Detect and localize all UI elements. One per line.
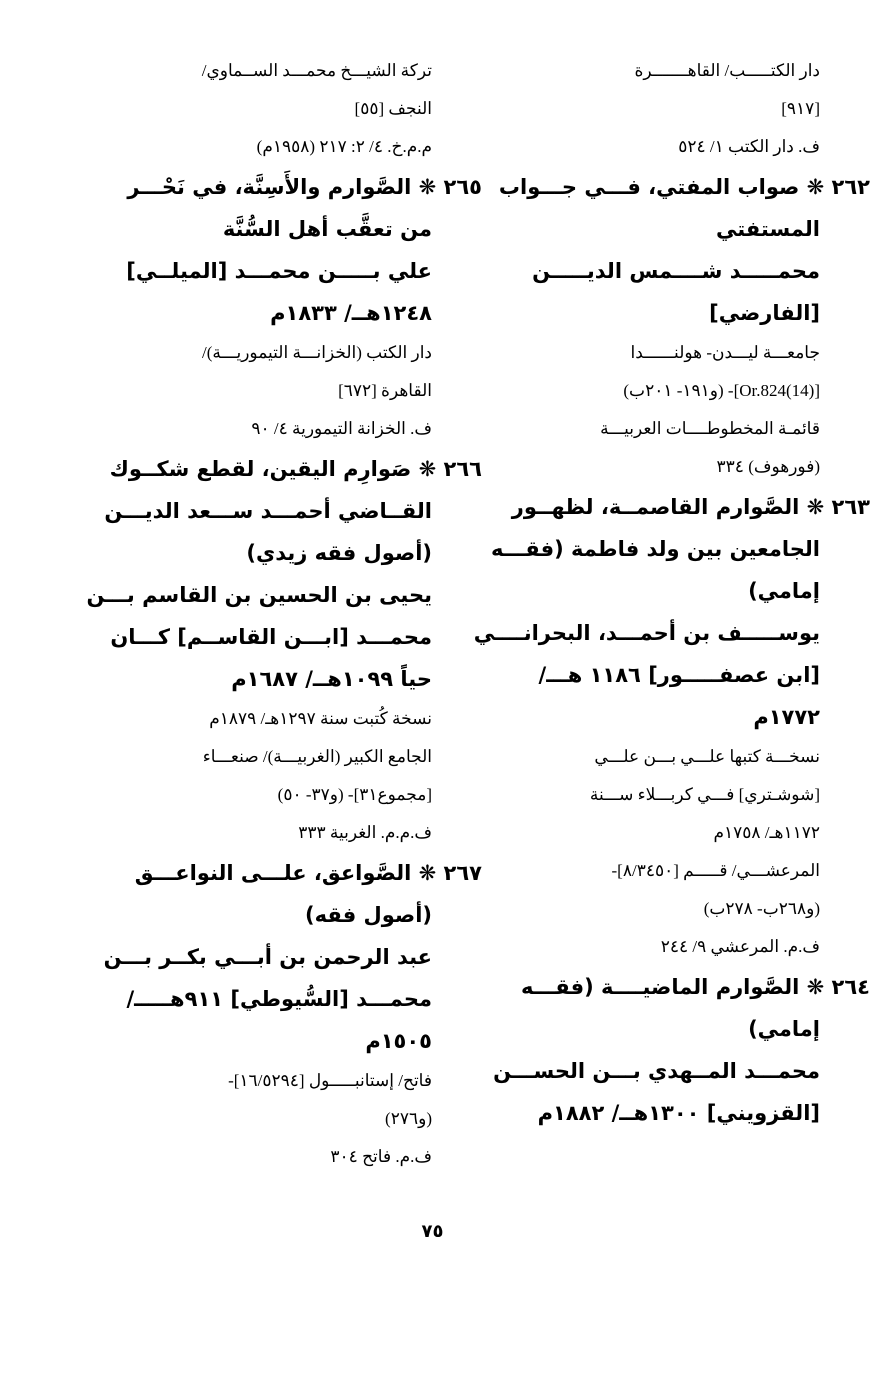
entry-detail-line: نسخة كُتبت سنة ١٢٩٧هـ/ ١٨٧٩م	[209, 709, 432, 728]
entry-author-line: القــاضي أحمـــد ســـعد الديـــن	[104, 499, 432, 523]
entry-detail-line: نسخـــة كتبها علـــي بـــن علـــي	[594, 747, 820, 766]
entry-author-line: يوســـــف بن أحمـــد، البحرانــــي	[473, 621, 820, 645]
entry-author-line: [الفارضي]	[709, 301, 820, 325]
entry-heading: ٢٦٥ ❋ الصَّوارم والأَسِنَّة، في نَحْـــر	[127, 175, 482, 199]
entry-author-line: إمامي)	[748, 1017, 820, 1041]
entry-detail-line: ف. الخزانة التيمورية ٤/ ٩٠	[251, 419, 432, 438]
entry-detail-line: (و٢٦٨ب- ٢٧٨ب)	[703, 899, 820, 918]
entry-detail-line: الجامع الكبير (الغربيـــة)/ صنعـــاء	[202, 747, 432, 766]
entry-author-line: محمـــد [السُّيوطي] ٩١١هـــــ/	[126, 987, 432, 1011]
left-column	[80, 52, 482, 1176]
entry-author-line: من تعقَّب أهل السُّنَّة	[222, 217, 432, 241]
entry-heading: ٢٦٤ ❋ الصَّوارم الماضيــــة (فقـــه	[520, 975, 870, 999]
entry-author-line: ١٥٠٥م	[365, 1029, 432, 1053]
entry-detail-line: النجف [٥٥]	[354, 99, 432, 118]
entry-heading: ٢٦٢ ❋ صواب المفتي، فـــي جـــواب	[498, 175, 870, 199]
entry-detail-line: المرعشـــي/ قـــــم [٨/٣٤٥٠]-	[611, 861, 820, 880]
entry-heading: ٢٦٧ ❋ الصَّواعق، علـــى النواعـــق	[134, 861, 482, 885]
entry-detail-line: [Or.824(14)]- (و١٩١- ٢٠١ب)	[623, 381, 820, 400]
entry-detail-line: ف. دار الكتب ١/ ٥٢٤	[678, 137, 820, 156]
entry-detail-line: القاهرة [٦٧٢]	[338, 381, 432, 400]
entry-detail-line: (فورهوف) ٣٣٤	[716, 457, 820, 476]
entry-detail-line: ف.م. المرعشي ٩/ ٢٤٤	[660, 937, 820, 956]
right-column	[470, 52, 870, 1134]
entry-author-line: ١٢٤٨هــ/ ١٨٣٣م	[270, 301, 432, 325]
entry-author-line: (أصول فقه)	[305, 903, 432, 927]
entry-detail-line: دار الكتـــــب/ القاهـــــــرة	[634, 61, 820, 80]
entry-detail-line: تركة الشيـــخ محمـــد الســماوي/	[201, 61, 432, 80]
entry-author-line: محمـــد [ابـــن القاســم] كـــان	[110, 625, 432, 649]
entry-author-line: [ابن عصفـــــور] ١١٨٦ هـــ/	[538, 663, 820, 687]
entry-detail-line: جامعـــة ليـــدن- هولنــــــدا	[630, 343, 820, 362]
entry-author-line: محمـــد المــهدي بـــن الحســـن	[493, 1059, 820, 1083]
entry-detail-line: ف.م. فاتح ٣٠٤	[330, 1147, 432, 1166]
entry-detail-line: ١١٧٢هـ/ ١٧٥٨م	[713, 823, 820, 842]
entry-detail-line: قائمـة المخطوطــــات العربيـــة	[600, 419, 820, 438]
entry-detail-line: [مجموع٣١]- (و٣٧- ٥٠)	[277, 785, 432, 804]
entry-author-line: (أصول فقه زيدي)	[246, 541, 432, 565]
entry-heading: ٢٦٦ ❋ صَوارِم اليقين، لقطع شكــوك	[109, 457, 482, 481]
entry-detail-line: [شوشـتري] فـــي كربـــلاء ســـنة	[589, 785, 820, 804]
entry-author-line: [القزويني] ١٣٠٠هــ/ ١٨٨٢م	[537, 1101, 820, 1125]
entry-detail-line: فاتح/ إستانبـــــول [١٦/٥٢٩٤]-	[228, 1071, 432, 1090]
page-number: ٧٥	[421, 1221, 444, 1242]
entry-author-line: المستفتي	[715, 217, 820, 241]
entry-detail-line: م.م.خ. ٤/ ٢: ٢١٧ (١٩٥٨م)	[256, 137, 432, 156]
entry-author-line: حياً ١٠٩٩هــ/ ١٦٨٧م	[231, 667, 432, 691]
entry-author-line: علي بـــــن محمـــد [الميلــي]	[126, 259, 432, 283]
entry-author-line: يحيى بن الحسين بن القاسم بـــن	[86, 583, 432, 607]
entry-detail-line: دار الكتب (الخزانـــة التيموريـــة)/	[202, 343, 432, 362]
entry-detail-line: ف.م.م. الغربية ٣٣٣	[298, 823, 432, 842]
entry-author-line: إمامي)	[748, 579, 820, 603]
entry-author-line: الجامعين بين ولد فاطمة (فقـــه	[490, 537, 820, 561]
entry-detail-line: (و٢٧٦)	[385, 1109, 432, 1128]
entry-author-line: عبد الرحمن بن أبـــي بكــر بـــن	[103, 945, 432, 969]
entry-heading: ٢٦٣ ❋ الصَّوارم القاصمــة، لظهــور	[511, 495, 870, 519]
entry-author-line: ١٧٧٢م	[753, 705, 820, 729]
entry-author-line: محمـــــد شــــمس الديـــــن	[532, 259, 820, 283]
entry-detail-line: [٩١٧]	[781, 99, 820, 118]
